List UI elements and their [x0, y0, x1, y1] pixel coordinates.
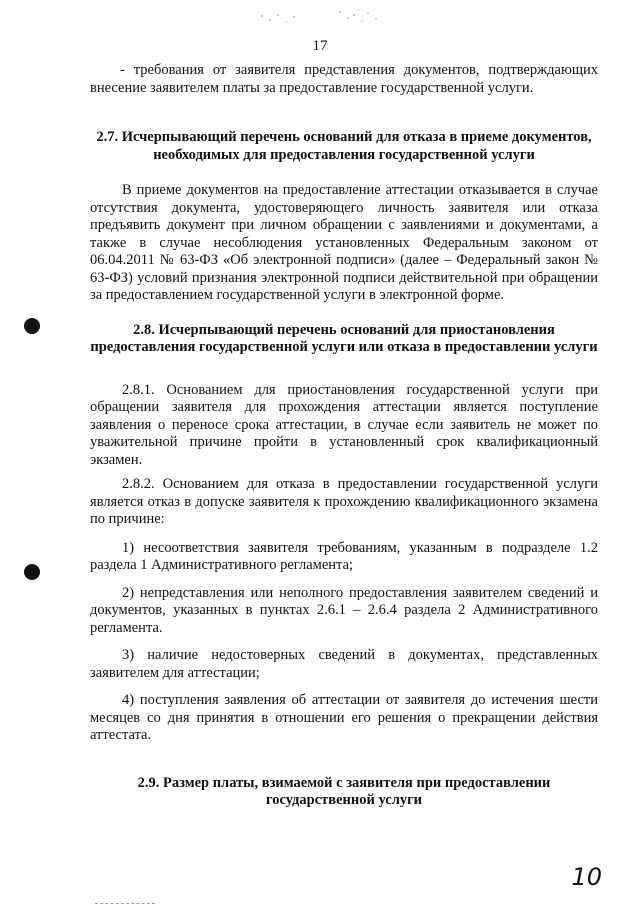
section-2-8-1-paragraph: 2.8.1. Основанием для приостановления государственной услуги при обращении заявителя для прохождения аттестации является поступление заявления о переносе срока аттестации, в случае если заявитель не может по уважительной причине пройти в установленный срок квалификационный экзамен.	[90, 381, 598, 468]
reason-item-4: 4) поступления заявления об аттестации от заявителя до истечения шести месяцев со дня принятия в отношении его решения о прекращении действия аттестата.	[90, 692, 598, 743]
reason-item-3: 3) наличие недостоверных сведений в документах, представленных заявителем для аттестации;	[90, 647, 598, 681]
punch-hole-bottom	[24, 564, 40, 580]
scan-bottom-line	[95, 903, 155, 905]
document-body	[90, 62, 598, 810]
section-2-8-heading: 2.8. Исчерпывающий перечень оснований для приостановления предоставления государственной услуги или отказа в предоставлении услуги	[90, 321, 598, 355]
scan-smudge	[250, 6, 400, 30]
section-2-7-paragraph: В приеме документов на предоставление аттестации отказывается в случае отсутствия документа, удостоверяющего личность заявителя или отказа предъявить документ при личном обращении с заявлениями и документами, а также в случае несоблюдения установленных Федеральным законом от 06.04.2011 № 63-ФЗ «Об электронной подписи» (далее – Федеральный закон № 63-ФЗ) условий признания электронной подписи действительной при обращении за предоставлением государственной услуги в электронной форме.	[90, 182, 598, 303]
section-2-8-2-paragraph: 2.8.2. Основанием для отказа в предоставлении государственной услуги является отказ в допуске заявителя к прохождению квалификационного экзамена по причине:	[90, 476, 598, 527]
handwritten-sheet-number: 10	[571, 863, 602, 891]
intro-paragraph: - требования от заявителя представления документов, подтверждающих внесение заявителем платы за предоставление государственной услуги.	[90, 62, 598, 96]
reason-item-2: 2) непредставления или неполного предоставления заявителем сведений и документов, указанных в пунктах 2.6.1 – 2.6.4 раздела 2 Административного регламента.	[90, 584, 598, 636]
section-2-7-heading: 2.7. Исчерпывающий перечень оснований для отказа в приеме документов, необходимых для предоставления государственной услуги	[96, 129, 592, 163]
reason-item-1: 1) несоответствия заявителя требованиям, указанным в подразделе 1.2 раздела 1 Административного регламента;	[90, 539, 598, 573]
section-2-9-heading: 2.9. Размер платы, взимаемой с заявителя при предоставлении государственной услуги	[137, 774, 551, 808]
punch-hole-top	[24, 318, 40, 334]
page-number: 17	[312, 38, 328, 54]
